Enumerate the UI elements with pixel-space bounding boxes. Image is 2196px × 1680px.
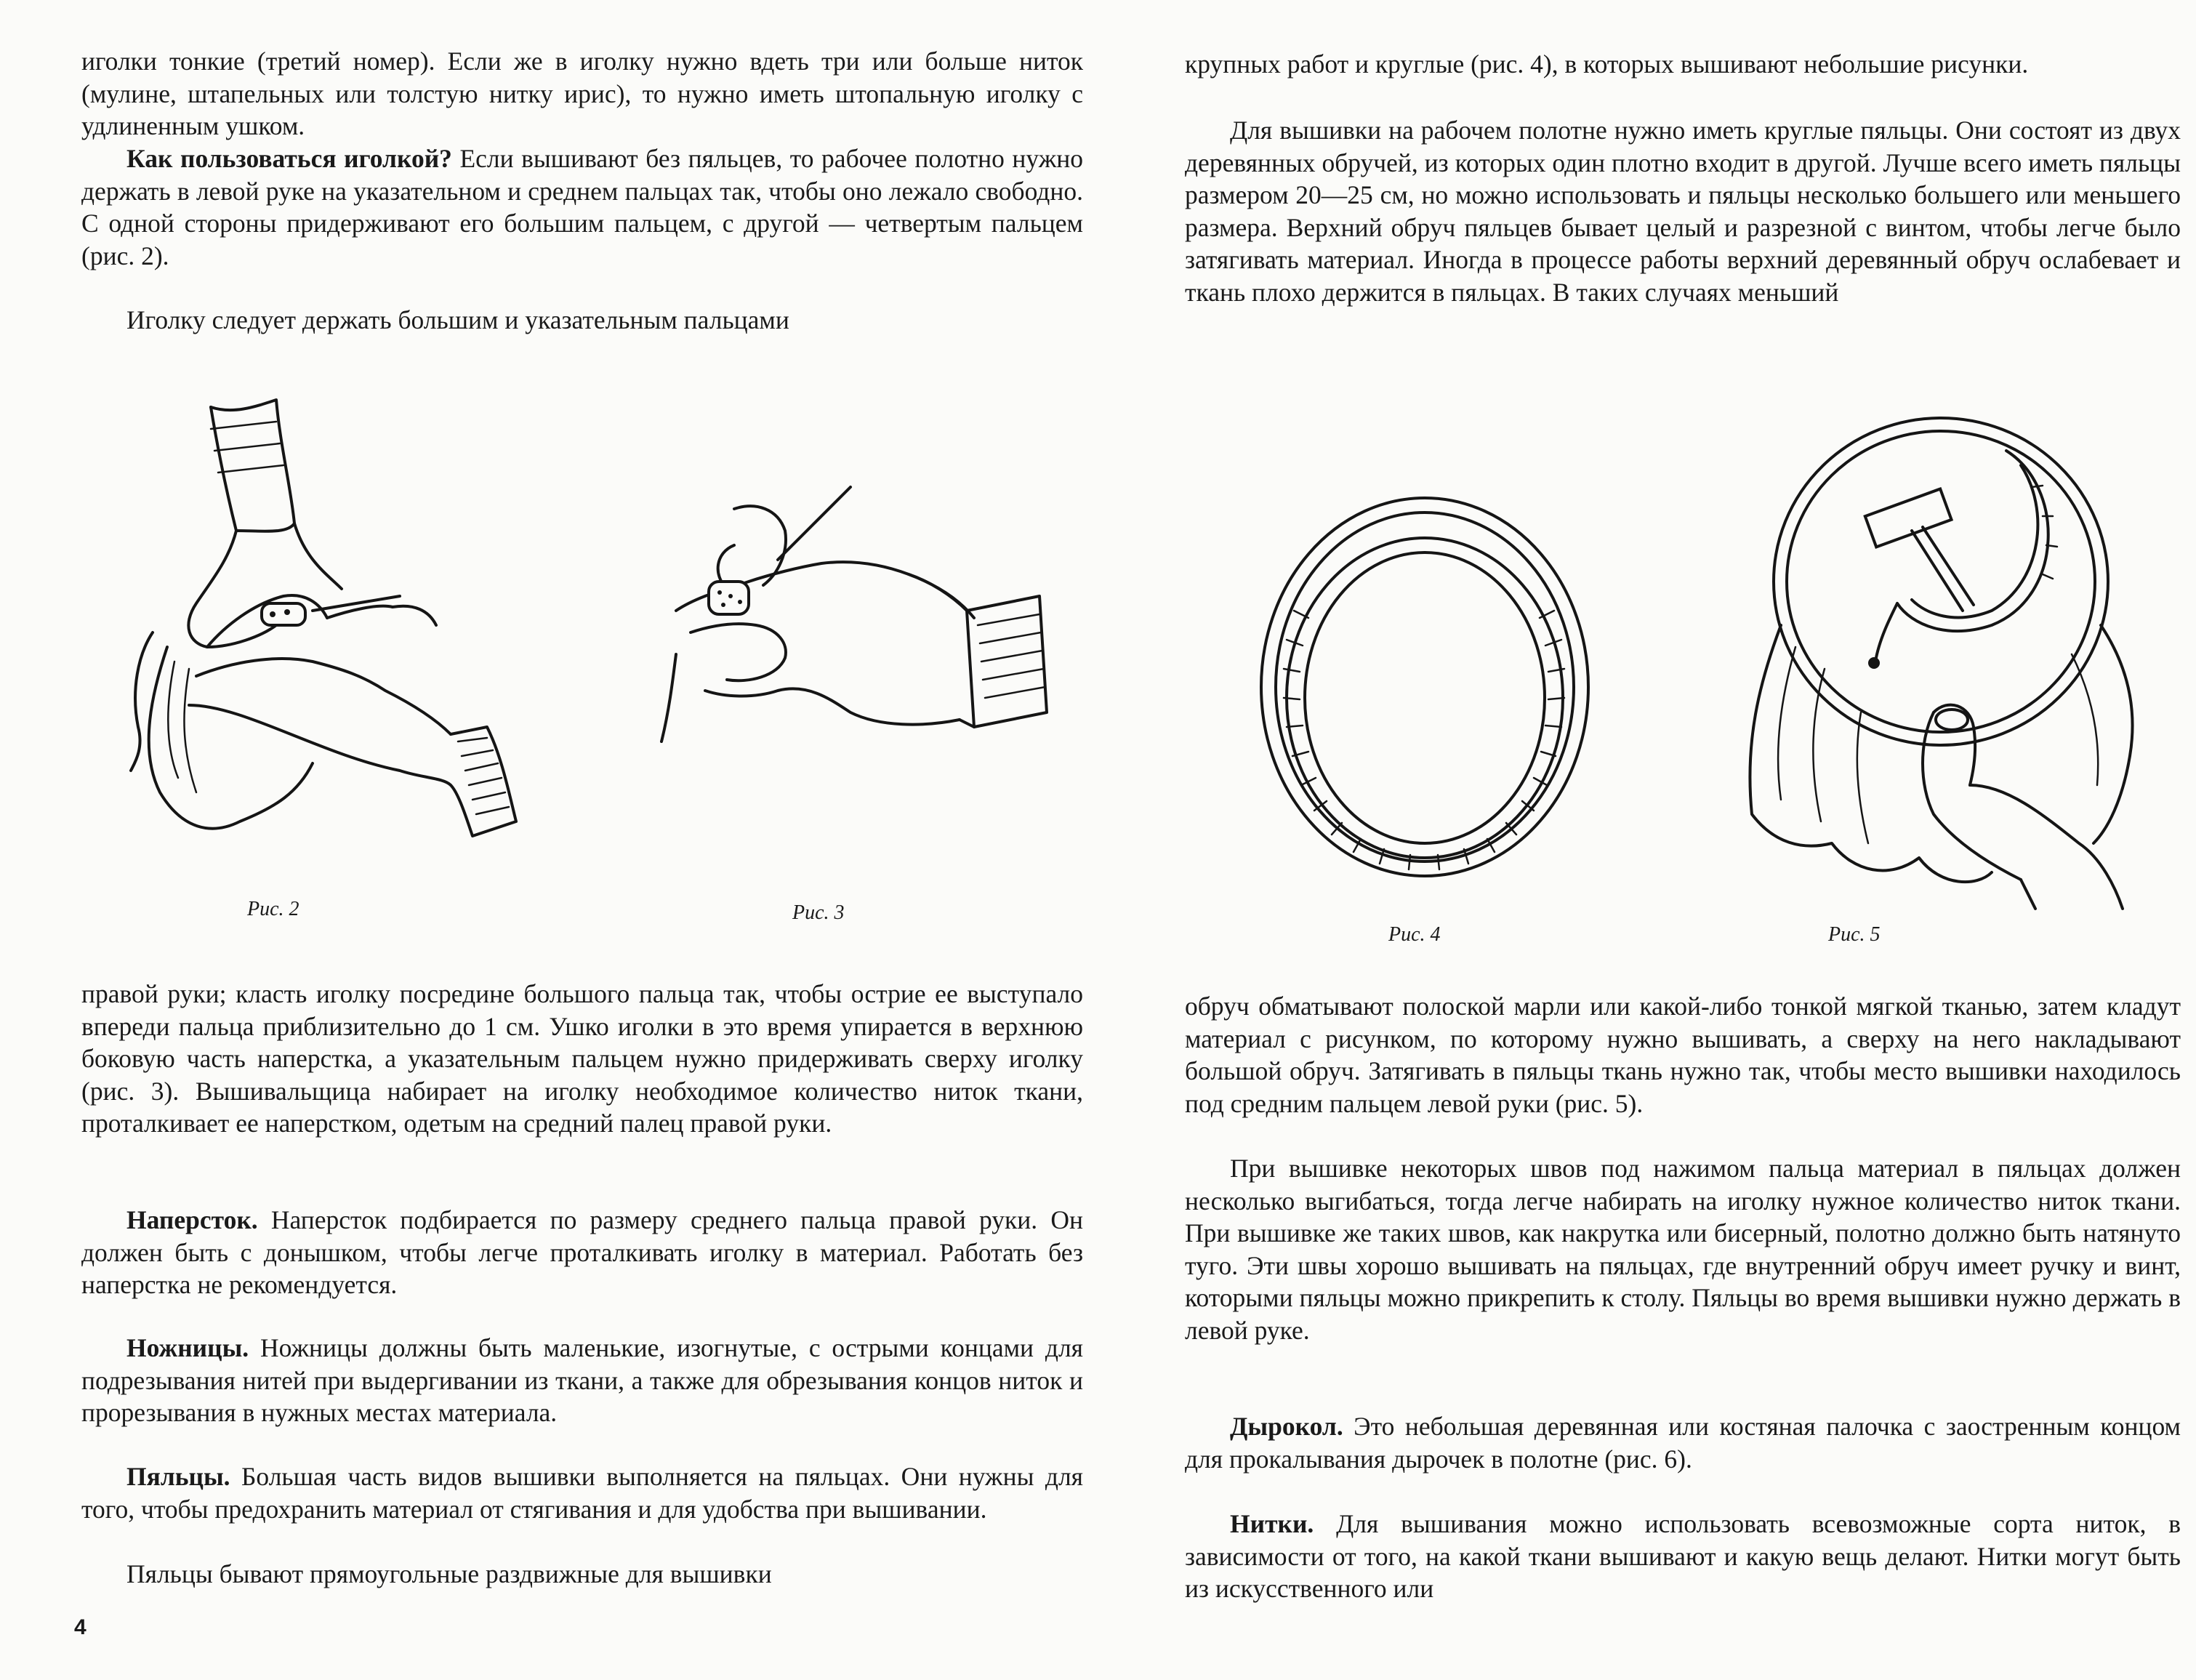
figure-2-caption: Рис. 2 [247,898,299,920]
figure-3-caption: Рис. 3 [792,901,845,924]
heading-threads: Нитки. [1230,1509,1314,1538]
right-paragraph-1: крупных работ и круглые (рис. 4), в которых вышивают небольшие рисунки. [1185,49,2029,79]
left-paragraph-3: Иголку следует держать большим и указательным пальцами [126,305,789,334]
left-paragraph-scissors: Ножницы. Ножницы должны быть маленькие, изогнутые, с острыми концами для подрезывания нитей при выдергивании из ткани, а также для обрезывания концов ниток и прорезывания в нужных местах материала. [81,1333,1083,1427]
heading-awl: Дырокол. [1230,1412,1343,1441]
right-paragraph-4: При вышивке некоторых швов под нажимом пальца материал в пяльцах должен несколько выгибаться, тогда легче набирать на иголку нужное количество ниток ткани. При вышивке же таких швов, как накрутка или бисерный, полотно должно быть натянуто туго. Эти швы хорошо вышивать на пяльцах, где внутренний обруч имеет ручку и винт, которыми пяльцы можно прикрепить к столу. Пяльцы во время вышивки нужно держать в левой руке. [1185,1154,2181,1345]
left-paragraph-needle-usage: Как пользоваться иголкой? Если вышивают без пяльцев, то рабочее полотно нужно держать в левой руке на указательном и среднем пальцах так, чтобы оно лежало свободно. С одной стороны придерживают его большим пальцем, с другой — четвертым пальцем (рис. 2). [81,144,1083,270]
left-paragraph-thimble: Наперсток. Наперсток подбирается по размеру среднего пальца правой руки. Он должен быть с донышком, чтобы легче проталкивать иголку в материал. Работать без наперстка не рекомендуется. [81,1205,1083,1299]
figure-4-caption: Рис. 4 [1388,923,1441,946]
page-number: 4 [74,1615,87,1639]
heading-thimble: Наперсток. [126,1205,258,1234]
figure-4-embroidery-hoop-rings [1243,480,1606,887]
right-paragraph-awl: Дырокол. Это небольшая деревянная или костяная палочка с заостренным концом для прокалывания дырочек в полотне (рис. 6). [1185,1412,2181,1474]
left-paragraph-hoops: Пяльцы. Большая часть видов вышивки выполняется на пяльцах. Они нужны для того, чтобы предохранить материал от стягивания и для удобства при вышивании. [81,1462,1083,1524]
left-paragraph-4: правой руки; класть иголку посредине большого пальца так, чтобы острие ее выступало впереди пальца приблизительно до 1 см. Ушко иголки в это время упирается в верхнюю боковую часть наперстка, а указательным пальцем нужно придерживать сверху иголку (рис. 3). Вышивальщица набирает на иголку необходимое количество ниток ткани, проталкивает ее наперстком, одетым на средний палец правой руки. [81,979,1083,1138]
left-page [0,0,1090,1680]
figure-3-thimble-and-needle [632,480,1054,763]
figure-2-hands-holding-fabric [109,385,531,858]
figure-5-caption: Рис. 5 [1828,923,1881,946]
left-paragraph-8: Пяльцы бывают прямоугольные раздвижные для вышивки [126,1559,772,1588]
heading-hoops: Пяльцы. [126,1462,230,1491]
right-paragraph-2: Для вышивки на рабочем полотне нужно иметь круглые пяльцы. Они состоят из двух деревянных обручей, из которых один плотно входит в другой. Лучше всего иметь пяльцы размером 20—25 см, но можно использовать и пяльцы несколько большего или меньшего размера. Верхний обруч пяльцев бывает целый и разрезной с винтом, чтобы легче было затягивать материал. Иногда в процессе работы верхний деревянный обруч ослабевает и ткань плохо держится в пяльцах. В таких случаях меньший [1185,116,2181,307]
heading-scissors: Ножницы. [126,1333,249,1362]
right-page [1112,0,2196,1680]
right-paragraph-3: обруч обматывают полоской марли или какой-либо тонкой мягкой тканью, затем кладут материал с рисунком, по которому нужно вышивать, а сверху на него накладывают большой обруч. Затягивать в пяльцы ткань нужно так, чтобы место вышивки находилось под средним пальцем левой руки (рис. 5). [1185,992,2181,1118]
heading-needle-usage: Как пользоваться иголкой? [126,144,452,173]
left-paragraph-1: иголки тонкие (третий номер). Если же в иголку нужно вдеть три или больше ниток (мулине, штапельных или толстую нитку ирис), то нужно иметь штопальную иголку с удлиненным ушком. [81,47,1083,140]
right-paragraph-threads: Нитки. Для вышивания можно использовать всевозможные сорта ниток, в зависимости от того, на какой ткани вышивают и какую вещь делают. Нитки могут быть из искусственного или [1185,1509,2181,1603]
figure-5-hoop-with-fabric [1701,407,2152,916]
